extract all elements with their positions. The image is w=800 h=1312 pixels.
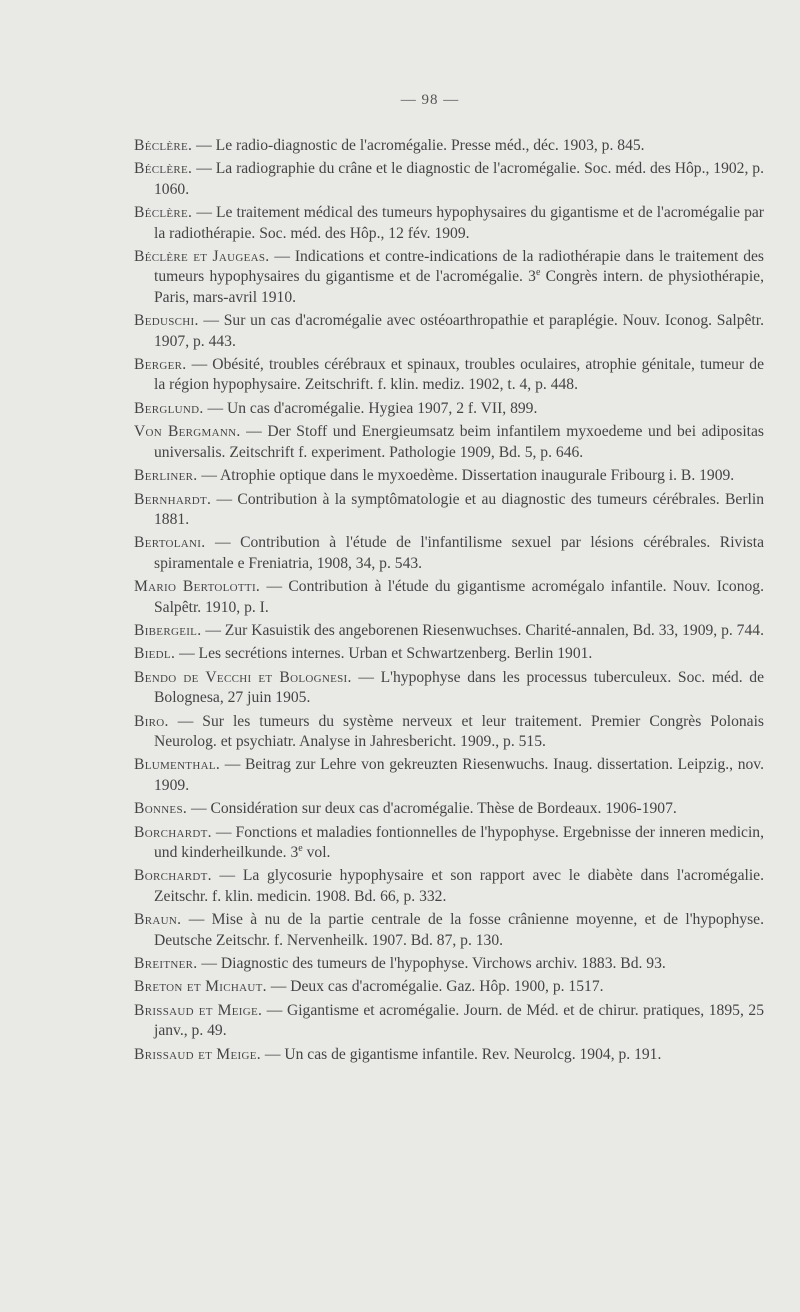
entry-ordinal: 3 [290,844,299,861]
entry-author: Borchardt. [134,867,212,885]
entry-text: — La radiographie du crâne et le diagnostic de l'acromégalie. Soc. méd. des Hôp., 1902, p. 1060. [154,160,764,198]
entry-text: — Sur les tumeurs du système nerveux et leur traitement. Premier Congrès Polonais Neurolog. et psychiatr. Analyse in Jahresbericht. 1909., p. 515. [154,712,764,750]
entry-text: — L'hypophyse dans les processus tuberculeux. Soc. méd. de Bolognesa, 27 juin 1905. [154,668,764,707]
entry-author: Brissaud et Meige. [134,1001,263,1019]
bibliography-entry [134,136,764,156]
entry-text: — La glycosurie hypophysaire et son rapport avec le diabète dans l'acromégalie. Zeitschr. f. klin. medicin. 1908. Bd. 66, p. 332. [154,867,764,905]
entry-author: Berglund. [134,399,204,417]
bibliography-entry [134,577,764,618]
bibliography-entry [134,712,764,753]
bibliography-entry [134,311,764,352]
entry-author: Mario Bertolotti. [134,578,261,596]
entry-author: Béclère. [134,137,193,154]
bibliography-list [134,136,764,1068]
entry-text: — Obésité, troubles cérébraux et spinaux, troubles oculaires, atrophie génitale, tumeur de la région hypophysaire. Zeitschrift. f. klin. mediz. 1902, t. 4, p. 448. [154,356,764,394]
entry-text-continued: vol. [306,844,331,861]
entry-author: Berger. [134,356,187,374]
entry-text: — Mise à nu de la partie centrale de la fosse crânienne moyenne, et de l'hypophyse. Deutsche Zeitschr. f. Nervenheilk. 1907. Bd. 87, p. 130. [154,911,764,949]
bibliography-entry [134,644,764,664]
entry-text: — Un cas d'acromégalie. Hygiea 1907, 2 f. VII, 899. [207,399,538,417]
entry-author: Braun. [134,911,182,929]
bibliography-entry [134,910,764,951]
entry-text: — Zur Kasuistik des angeborenen Riesenwuchses. Charité-annalen, Bd. 33, 1909, p. 744. [205,621,764,639]
entry-author: Béclère et Jaugeas. [134,248,270,266]
entry-text: — Gigantisme et acromégalie. Journ. de Méd. et de chirur. pratiques, 1895, 25 janv., p. 49. [154,1001,764,1040]
entry-author: Brissaud et Meige. [134,1045,261,1063]
entry-text: — Indications et contre-indications de la radiothérapie dans le traitement des tumeurs hypophysaires du gigantisme et de l'acromégalie. [154,248,764,286]
bibliography-entry [134,1045,764,1065]
entry-text: — Fonctions et maladies fontionnelles de l'hypophyse. Ergebnisse der inneren medicin, und kinderheilkunde. [154,823,765,861]
entry-text: — Diagnostic des tumeurs de l'hypophyse. Virchows archiv. 1883. Bd. 93. [201,955,666,973]
entry-author: Biro. [134,712,169,730]
bibliography-entry [134,355,764,396]
bibliography-entry [134,668,764,709]
entry-author: Bibergeil. [134,621,202,639]
entry-text: — Le radio-diagnostic de l'acromégalie. Presse méd., déc. 1903, p. 845. [196,137,645,154]
entry-author: Breton et Michaut. [134,978,267,996]
bibliography-entry [134,159,764,200]
entry-text: — Les secrétions internes. Urban et Schwartzenberg. Berlin 1901. [179,645,593,663]
entry-text: — Considération sur deux cas d'acromégalie. Thèse de Bordeaux. 1906-1907. [190,800,677,818]
page-number: — 98 — [400,92,460,108]
bibliography-entry [134,247,764,308]
entry-text: — Atrophie optique dans le myxoedème. Dissertation inaugurale Fribourg i. B. 1909. [201,467,735,485]
bibliography-entry [134,203,764,244]
entry-text: — Beitrag zur Lehre von gekreuzten Riesenwuchs. Inaug. dissertation. Leipzig., nov. 1909. [154,756,764,794]
bibliography-entry [134,799,764,819]
bibliography-entry [134,755,764,796]
entry-text-continued: Congrès intern. de physiothérapie, Paris, mars-avril 1910. [154,268,764,306]
entry-text: — Contribution à l'étude du gigantisme acromégalo infantile. Nouv. Iconog. Salpêtr. 1910, p. I. [154,578,764,616]
bibliography-entry [134,823,764,864]
entry-author: Berliner. [134,467,198,485]
entry-author: Bertolani. [134,534,206,552]
bibliography-entry [134,466,764,486]
entry-text: — Le traitement médical des tumeurs hypophysaires du gigantisme et de l'acromégalie par la radiothérapie. Soc. méd. des Hôp., 12 fév. 1909. [154,204,764,242]
entry-text: — Contribution à la symptômatologie et au diagnostic des tumeurs cérébrales. Berlin 1881. [154,490,764,528]
bibliography-entry [134,621,764,641]
entry-author: Beduschi. [134,312,199,330]
entry-text: — Un cas de gigantisme infantile. Rev. Neurolcg. 1904, p. 191. [264,1045,662,1063]
bibliography-entry [134,866,764,907]
entry-author: Bonnes. [134,800,188,818]
bibliography-entry [134,977,764,997]
entry-superscript: e [298,842,303,854]
bibliography-entry [134,490,764,531]
entry-ordinal: 3 [528,268,536,286]
entry-text: — Sur un cas d'acromégalie avec ostéoarthropathie et paraplégie. Nouv. Iconog. Salpêtr. 1907, p. 443. [154,312,764,350]
entry-author: Borchardt. [134,823,212,841]
bibliography-entry [134,954,764,974]
entry-text: — Deux cas d'acromégalie. Gaz. Hôp. 1900, p. 1517. [270,978,604,996]
entry-author: Bendo de Vecchi et Bolognesi. [134,668,352,686]
bibliography-entry [134,422,764,463]
entry-text: — Contribution à l'étude de l'infantilisme sexuel par lésions cérébrales. Rivista spiramentale e Freniatria, 1908, 34, p. 543. [154,534,764,572]
entry-text: — Der Stoff und Energieumsatz beim infantilem myxoedeme und bei adipositas universalis. Zeitschrift f. experiment. Pathologie 1909, Bd. 5, p. 646. [154,423,764,461]
entry-superscript: e [535,267,541,279]
entry-author: Bernhardt. [134,490,212,508]
bibliography-entry [134,399,764,419]
entry-author: Blumenthal. [134,756,221,774]
entry-author: Biedl. [134,645,176,663]
entry-author: Béclère. [134,160,193,178]
bibliography-entry [134,1001,764,1042]
bibliography-entry [134,533,764,574]
entry-author: Breitner. [134,955,198,973]
entry-author: Von Bergmann. [134,423,241,441]
entry-author: Béclère. [134,204,193,222]
